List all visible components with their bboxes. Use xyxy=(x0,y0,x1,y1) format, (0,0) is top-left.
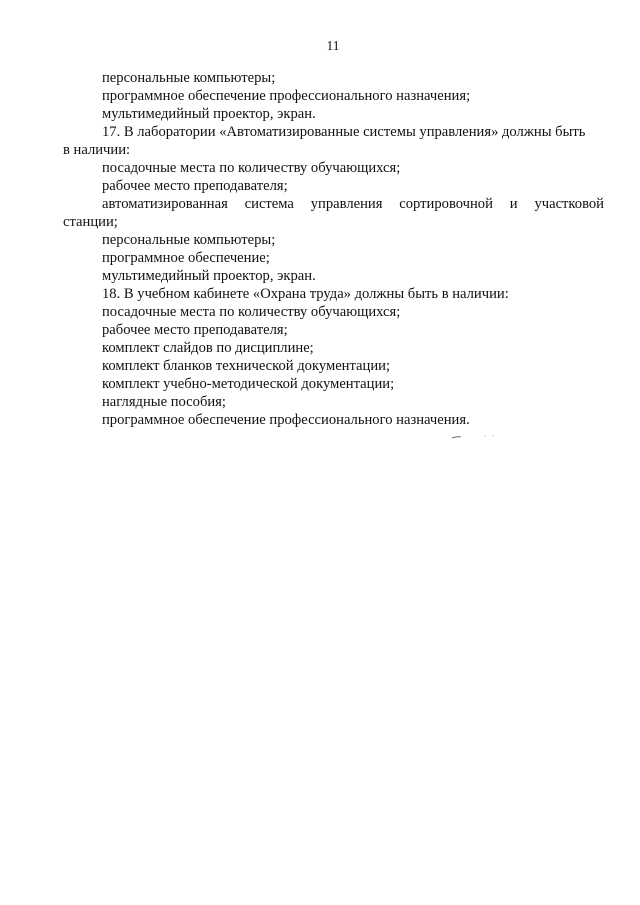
paragraph-line: программное обеспечение профессионального назначения. xyxy=(102,412,470,428)
paragraph-line: станции; xyxy=(63,214,118,230)
paragraph-line: программное обеспечение; xyxy=(102,250,270,266)
paragraph-line: программное обеспечение профессионального назначения; xyxy=(102,88,471,104)
word: участковой xyxy=(534,196,604,212)
page-number: 11 xyxy=(326,38,340,53)
paragraph-line: в наличии: xyxy=(63,142,131,158)
paragraph-line: 18. В учебном кабинете «Охрана труда» должны быть в наличии: xyxy=(102,286,509,302)
document-body xyxy=(63,69,604,429)
scan-artifact-mark xyxy=(450,433,500,441)
word: и xyxy=(509,196,518,212)
paragraph-line: мультимедийный проектор, экран. xyxy=(102,106,316,122)
word: автоматизированная xyxy=(102,196,228,212)
word: управления xyxy=(310,196,383,212)
paragraph-line: комплект учебно-методической документации; xyxy=(102,376,395,392)
justified-paragraph-line xyxy=(63,195,604,213)
paragraph-line: мультимедийный проектор, экран. xyxy=(102,268,316,284)
paragraph-line: персональные компьютеры; xyxy=(102,232,276,248)
paragraph-line: рабочее место преподавателя; xyxy=(102,178,288,194)
paragraph-line: 17. В лаборатории «Автоматизированные системы управления» должны быть xyxy=(102,124,586,140)
paragraph-line: рабочее место преподавателя; xyxy=(102,322,288,338)
paragraph-line: посадочные места по количеству обучающихся; xyxy=(102,160,401,176)
word: сортировочной xyxy=(399,196,493,212)
paragraph-line: комплект бланков технической документации; xyxy=(102,358,391,374)
paragraph-line: комплект слайдов по дисциплине; xyxy=(102,340,314,356)
paragraph-line: персональные компьютеры; xyxy=(102,70,276,86)
paragraph-line: посадочные места по количеству обучающихся; xyxy=(102,304,401,320)
paragraph-line: наглядные пособия; xyxy=(102,394,226,410)
word: система xyxy=(244,196,294,212)
